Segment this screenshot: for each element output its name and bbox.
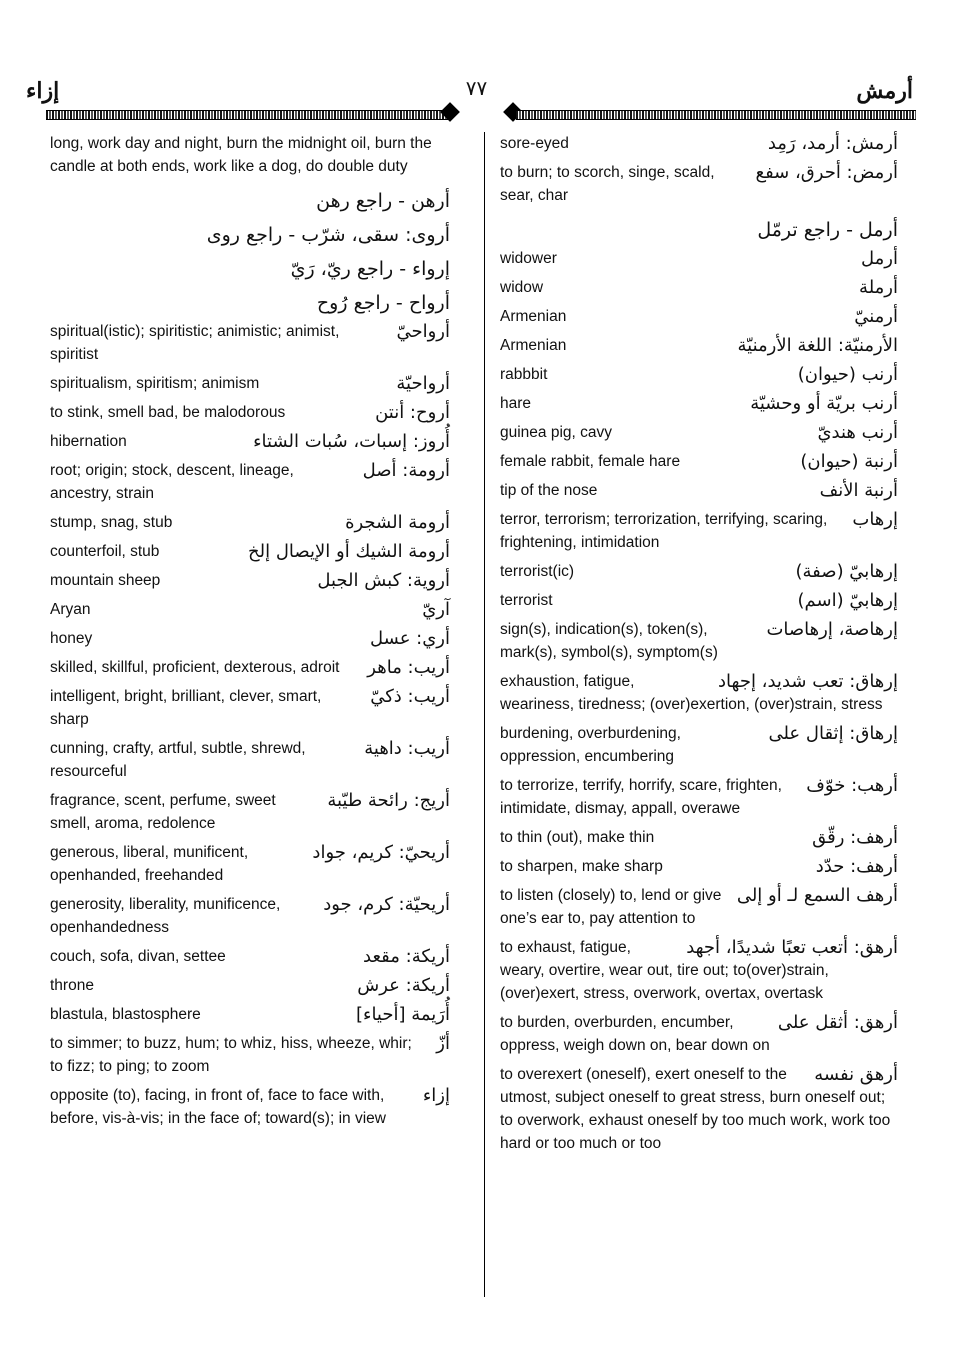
arabic-headword: أرواحيّ (396, 321, 450, 342)
dictionary-entry (50, 974, 450, 997)
dictionary-entry (50, 372, 450, 395)
dictionary-entry (500, 1011, 898, 1057)
english-definition: to burn; to scorch, singe, scald, sear, char (500, 164, 715, 204)
english-definition: blastula, blastosphere (50, 1006, 201, 1023)
arabic-headword: أرومة: أصل (362, 460, 450, 481)
arabic-headword: أرمل - راجع ترمّل (757, 219, 898, 241)
english-definition: fragrance, scent, perfume, sweet smell, aroma, redolence (50, 792, 276, 832)
dictionary-entry (500, 1063, 898, 1155)
arabic-headword: الأرمنيّة: اللغة الأرمنيّة (737, 335, 898, 356)
arabic-headword: أريج: رائحة طيّبة (327, 790, 450, 811)
arabic-headword: أريكة: عرش (357, 975, 450, 996)
arabic-headword: أرمنيّ (854, 306, 898, 327)
arabic-headword: أرملة (859, 277, 898, 298)
arabic-headword: أري: عسل (370, 628, 450, 649)
dictionary-entry (500, 213, 898, 247)
arabic-headword: أزّ (436, 1033, 450, 1054)
dictionary-entry (50, 685, 450, 731)
header-rule-left (46, 110, 450, 120)
arabic-headword: أريب: ماهر (367, 657, 450, 678)
dictionary-entry (500, 855, 898, 878)
dictionary-entry (50, 540, 450, 563)
english-definition: female rabbit, female hare (500, 453, 681, 470)
arabic-headword: أرنب بريّة أو وحشيّة (750, 393, 898, 414)
dictionary-entry (50, 893, 450, 939)
arabic-headword: أرنب هنديّ (817, 422, 898, 443)
english-definition: widow (500, 279, 544, 296)
dictionary-entry (500, 421, 898, 444)
english-definition: generosity, liberality, munificence, openhandedness (50, 896, 281, 936)
arabic-headword: إرهاب (852, 509, 898, 530)
dictionary-entry (50, 945, 450, 968)
arabic-headword: أرمل (861, 248, 898, 269)
dictionary-entry (500, 936, 898, 1005)
english-definition: to stink, smell bad, be malodorous (50, 404, 286, 421)
arabic-headword: أرهف: رقّق (812, 827, 898, 848)
dictionary-entry (500, 670, 898, 716)
dictionary-entry (50, 218, 450, 252)
dictionary-entry (50, 1084, 450, 1130)
english-definition: exhaustion, fatigue, weariness, tiredness; (over)exertion, (over)strain, stress (500, 673, 883, 713)
arabic-headword: أرواح - راجع رُوح (316, 292, 450, 314)
dictionary-entry (500, 334, 898, 357)
arabic-headword: أرهف: حدّد (815, 856, 898, 877)
english-definition: hibernation (50, 433, 127, 450)
dictionary-entry (500, 589, 898, 612)
dictionary-entry (500, 722, 898, 768)
arabic-headword: أرنب (حيوان) (797, 364, 898, 385)
arabic-headword: أرهق: أتعب تعبًا شديدًا، أجهد (686, 937, 898, 958)
page-number: ٧٧ (465, 76, 488, 100)
dictionary-entry (50, 511, 450, 534)
running-head-left: إزاء (26, 78, 60, 104)
arabic-headword: إرهاصة، إرهاصات (766, 619, 898, 640)
arabic-headword: إرهاق: إثقال على (768, 723, 898, 744)
dictionary-entry (50, 430, 450, 453)
english-definition: to exhaust, fatigue, weary, overtire, wear out, tire out; to(over)strain, (over)exert, stress, overwork, overtax, overtask (500, 939, 829, 1002)
arabic-headword: أرومة الشجرة (345, 512, 450, 533)
dictionary-entry (50, 184, 450, 218)
arabic-headword: أريب: داهية (364, 738, 450, 759)
english-definition: sore-eyed (500, 135, 569, 152)
column-divider (484, 132, 485, 1297)
arabic-headword: أرهق: أثقل على (777, 1012, 898, 1033)
arabic-headword: أرنبة الأنف (819, 480, 898, 501)
english-definition: to listen (closely) to, lend or give one’s ear to, pay attention to (500, 887, 722, 927)
right-column (500, 132, 898, 1161)
english-definition: burdening, overburdening, oppression, encumbering (500, 725, 681, 765)
arabic-headword: إزاء (422, 1085, 450, 1106)
english-definition: widower (500, 250, 557, 267)
arabic-headword: إرهاق: تعب شديد، إجهاد (718, 671, 898, 692)
english-definition: spiritual(istic); spiritistic; animistic; animist, spiritist (50, 323, 340, 363)
english-definition: throne (50, 977, 94, 994)
arabic-headword: أرواحيّة (396, 373, 450, 394)
left-column (50, 132, 450, 1136)
arabic-headword: أرهب: خوّف (806, 775, 898, 796)
arabic-headword: أريكة: مقعد (363, 946, 450, 967)
dictionary-entry (50, 789, 450, 835)
header-rule-right (516, 110, 916, 120)
arabic-headword: إرهابيّ (اسم) (797, 590, 898, 611)
english-definition: generous, liberal, munificent, openhanded, freehanded (50, 844, 249, 884)
english-definition: root; origin; stock, descent, lineage, ancestry, strain (50, 462, 294, 502)
english-definition: terrorist(ic) (500, 563, 575, 580)
dictionary-entry (50, 320, 450, 366)
arabic-headword: أُرَيمة [أحياء] (355, 1004, 450, 1025)
english-definition: to simmer; to buzz, hum; to whiz, hiss, wheeze, whir; to fizz; to ping; to zoom (50, 1035, 412, 1075)
dictionary-entry (500, 161, 898, 207)
dictionary-entry (500, 132, 898, 155)
english-definition: Armenian (500, 308, 567, 325)
dictionary-entry (50, 737, 450, 783)
english-definition: tip of the nose (500, 482, 598, 499)
english-definition: sign(s), indication(s), token(s), mark(s), symbol(s), symptom(s) (500, 621, 718, 661)
english-definition: counterfoil, stub (50, 543, 160, 560)
dictionary-entry (500, 774, 898, 820)
english-definition: guinea pig, cavy (500, 424, 613, 441)
dictionary-entry (50, 132, 450, 178)
dictionary-entry (500, 826, 898, 849)
english-definition: terrorist (500, 592, 553, 609)
dictionary-entry (50, 569, 450, 592)
english-definition: opposite (to), facing, in front of, face to face with, before, vis-à-vis; in the face of; toward(s); in view (50, 1087, 386, 1127)
dictionary-entry (500, 247, 898, 270)
arabic-headword: آريّ (422, 599, 450, 620)
dictionary-entry (50, 286, 450, 320)
english-definition: to thin (out), make thin (500, 829, 655, 846)
english-definition: rabbbit (500, 366, 548, 383)
dictionary-entry (500, 618, 898, 664)
arabic-headword: أرومة الشيك أو الإيصال إلخ (248, 541, 450, 562)
arabic-headword: أُروز: إسبات، سُبات الشتاء (253, 431, 450, 452)
dictionary-entry (50, 459, 450, 505)
arabic-headword: إرهابيّ (صفة) (795, 561, 898, 582)
dictionary-entry (50, 401, 450, 424)
dictionary-entry (500, 508, 898, 554)
arabic-headword: أرهق نفسه (814, 1064, 898, 1085)
english-definition: to overexert (oneself), exert oneself to the utmost, subject oneself to great stress, burn oneself out; to overwork, exhaust oneself by too much work, work too hard or too much or too (500, 1066, 891, 1152)
english-definition: hare (500, 395, 532, 412)
dictionary-entry (50, 841, 450, 887)
arabic-headword: أرمش: أرمد، رَمِد (767, 133, 898, 154)
arabic-headword: إرواء - راجع ريّ، رَيّ (290, 258, 450, 280)
dictionary-entry (500, 305, 898, 328)
dictionary-entry (500, 884, 898, 930)
arabic-headword: أرهن - راجع رهن (316, 190, 450, 212)
english-definition: mountain sheep (50, 572, 161, 589)
english-definition: to burden, overburden, encumber, oppress, weigh down on, bear down on (500, 1014, 770, 1054)
dictionary-entry (50, 627, 450, 650)
dictionary-entry (50, 598, 450, 621)
arabic-headword: أريب: ذكيّ (370, 686, 450, 707)
english-definition: Aryan (50, 601, 91, 618)
arabic-headword: أريحيّة: كرم، جود (323, 894, 450, 915)
dictionary-entry (500, 560, 898, 583)
arabic-headword: أريحيّ: كريم، جواد (312, 842, 450, 863)
english-definition: cunning, crafty, artful, subtle, shrewd, resourceful (50, 740, 306, 780)
dictionary-entry (50, 656, 450, 679)
arabic-headword: أرمض: أحرق، سفع (755, 162, 898, 183)
dictionary-entry (500, 450, 898, 473)
dictionary-entry (500, 363, 898, 386)
english-definition: long, work day and night, burn the midnight oil, burn the candle at both ends, work like a dog, do double duty (50, 135, 432, 175)
dictionary-entry (50, 252, 450, 286)
english-definition: Armenian (500, 337, 567, 354)
dictionary-entry (500, 392, 898, 415)
arabic-headword: أروح: أنتن (375, 402, 450, 423)
arabic-headword: أروى: سقى، شرّب - راجع روى (206, 224, 450, 246)
dictionary-entry (500, 479, 898, 502)
english-definition: spiritualism, spiritism; animism (50, 375, 260, 392)
running-head-right: أرمش (856, 78, 913, 104)
arabic-headword: أروية: كبش الجبل (317, 570, 450, 591)
arabic-headword: أرهف السمع لـ أو إلى (736, 885, 898, 906)
dictionary-entry (50, 1003, 450, 1026)
english-definition: honey (50, 630, 93, 647)
english-definition: terror, terrorism; terrorization, terrifying, scaring, frightening, intimidation (500, 511, 828, 551)
arabic-headword: أرنبة (حيوان) (800, 451, 898, 472)
dictionary-entry (500, 276, 898, 299)
dictionary-entry (50, 1032, 450, 1078)
english-definition: stump, snag, stub (50, 514, 173, 531)
english-definition: to sharpen, make sharp (500, 858, 663, 875)
english-definition: skilled, skillful, proficient, dexterous, adroit (50, 659, 340, 676)
english-definition: intelligent, bright, brilliant, clever, smart, sharp (50, 688, 322, 728)
english-definition: couch, sofa, divan, settee (50, 948, 226, 965)
english-definition: to terrorize, terrify, horrify, scare, frighten, intimidate, dismay, appall, overawe (500, 777, 782, 817)
